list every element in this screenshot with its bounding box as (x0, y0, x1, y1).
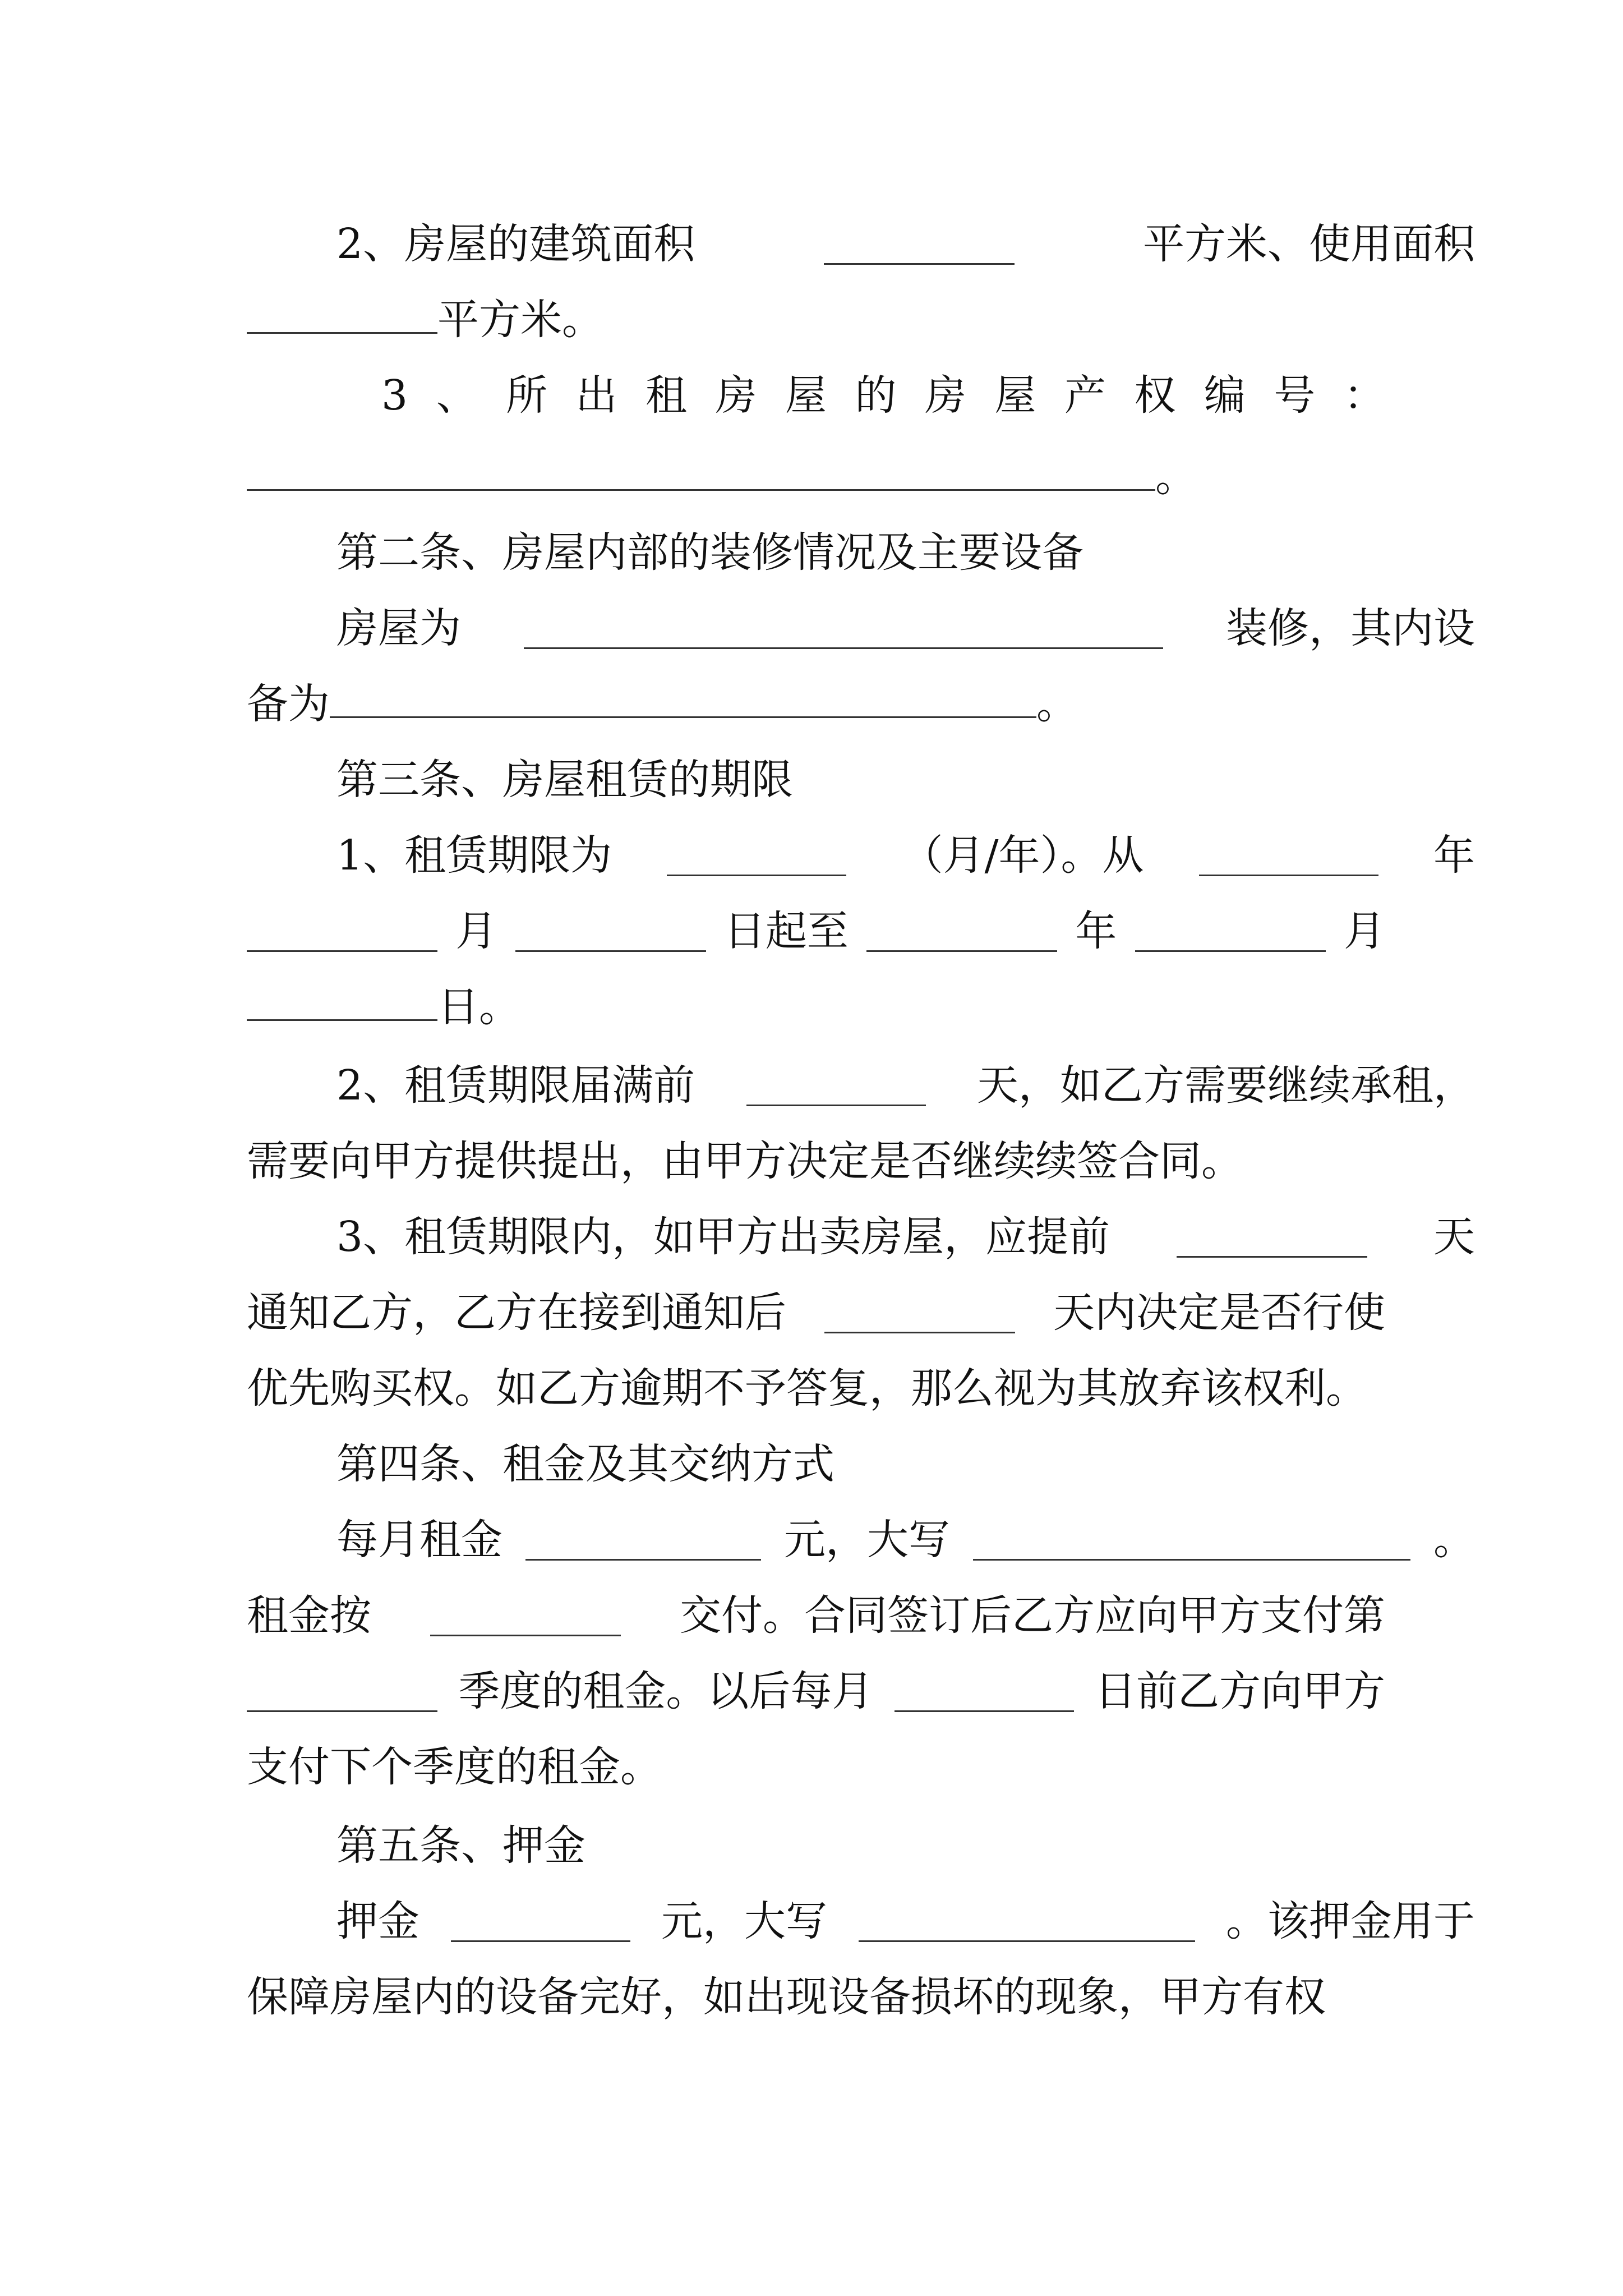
text-line-1 (247, 216, 1475, 272)
fill-blank-building-area (824, 224, 1015, 265)
text-char: 房 (715, 371, 757, 420)
fill-blank-property-number (247, 450, 1155, 491)
fill-blank-rent-in-words (973, 1520, 1410, 1561)
text-line-24: 保障房屋内的设备完好，如出现设备损坏的现象，甲方有权 (247, 1973, 1326, 2021)
text-char: 租 (645, 371, 688, 420)
fill-blank-equipment (330, 677, 1036, 718)
text-segment: 3、租赁期限内，如甲方出卖房屋，应提前 (336, 1213, 1110, 1261)
text-segment: 每月租金 (336, 1516, 502, 1564)
fill-blank-deposit-in-words (859, 1901, 1195, 1942)
text-segment: 装修，其内设 (1226, 604, 1475, 652)
text-line-4 (247, 449, 1385, 505)
text-segment: 月 (455, 907, 497, 955)
section-heading-3: 第三条、房屋租赁的期限 (336, 756, 793, 804)
text-char: 产 (1064, 371, 1106, 420)
fill-blank-decision-days (824, 1292, 1015, 1333)
section-heading-4: 第四条、租金及其交纳方式 (336, 1440, 834, 1488)
text-line-18 (247, 1512, 1475, 1568)
fill-blank-notice-days (1177, 1217, 1367, 1258)
text-line-21: 支付下个季度的租金。 (247, 1743, 662, 1791)
fill-blank-payment-day (895, 1671, 1074, 1712)
text-line-9 (247, 827, 1475, 884)
text-segment: 押金 (336, 1897, 419, 1945)
text-line-11 (247, 979, 1385, 1035)
fill-blank-end-day (247, 980, 437, 1021)
fill-blank-term (667, 835, 846, 876)
fill-blank-monthly-rent (525, 1520, 761, 1561)
text-segment: 日。 (437, 983, 520, 1031)
fill-blank-end-year (866, 911, 1057, 952)
text-line-7 (247, 676, 1385, 732)
text-segment: 天，如乙方需要继续承租， (977, 1061, 1475, 1110)
text-segment: 。 (1036, 680, 1078, 728)
text-line-14 (247, 1209, 1475, 1265)
text-line-15 (247, 1285, 1385, 1341)
text-segment: 元，大写 (661, 1897, 827, 1945)
text-char: 屋 (994, 371, 1036, 420)
text-char: 所 (506, 371, 548, 420)
text-line-13: 需要向甲方提供提出，由甲方决定是否继续续签合同。 (247, 1137, 1243, 1185)
text-segment: 年 (1433, 831, 1475, 880)
text-segment: 租金按 (247, 1591, 371, 1640)
text-segment: 。 (1155, 453, 1197, 501)
fill-blank-renewal-days (746, 1065, 926, 1106)
fill-blank-end-month (1135, 911, 1326, 952)
text-segment: 日起至 (723, 907, 849, 955)
text-segment: 季度的租金。以后每月 (458, 1667, 874, 1715)
text-char: 3 (381, 371, 408, 420)
text-char: 的 (855, 371, 897, 420)
text-segment: 。该押金用于 (1226, 1897, 1475, 1945)
fill-blank-usable-area (247, 293, 437, 334)
text-line-3 (247, 367, 1385, 424)
text-line-23 (247, 1893, 1475, 1949)
text-line-6 (247, 600, 1475, 656)
text-char: 编 (1204, 371, 1246, 420)
text-segment: 2、租赁期限届满前 (336, 1061, 695, 1110)
text-line-19 (247, 1588, 1385, 1644)
text-segment: 日前乙方向甲方 (1094, 1667, 1385, 1715)
text-segment: 交付。合同签订后乙方应向甲方支付第 (680, 1591, 1385, 1640)
text-char: ： (1343, 371, 1385, 420)
text-segment: 房屋为 (336, 604, 461, 652)
text-line-16: 优先购买权。如乙方逾期不予答复，那么视为其放弃该权利。 (247, 1364, 1367, 1412)
text-segment: 。 (1433, 1516, 1475, 1564)
text-segment: 元，大写 (784, 1516, 950, 1564)
text-segment: 2、房屋的建筑面积 (336, 220, 695, 268)
text-segment: 通知乙方，乙方在接到通知后 (247, 1289, 786, 1337)
text-line-2 (247, 292, 1385, 348)
text-line-10 (247, 903, 1385, 959)
text-char: 出 (575, 371, 617, 420)
text-segment: 1、租赁期限为 (336, 831, 612, 880)
text-segment: 备为 (247, 680, 330, 728)
text-line-20 (247, 1663, 1385, 1719)
fill-blank-decoration (524, 608, 1163, 649)
text-char: 权 (1134, 371, 1176, 420)
section-heading-2: 第二条、房屋内部的装修情况及主要设备 (336, 528, 1083, 577)
fill-blank-payment-method (430, 1595, 621, 1636)
fill-blank-quarter (247, 1671, 437, 1712)
fill-blank-start-year (1199, 835, 1378, 876)
text-segment: 天 (1433, 1213, 1475, 1261)
text-char: 屋 (785, 371, 827, 420)
fill-blank-start-month (247, 911, 437, 952)
text-char: 房 (924, 371, 966, 420)
fill-blank-deposit (451, 1901, 630, 1942)
fill-blank-start-day (515, 911, 706, 952)
text-segment: 平方米、使用面积 (1143, 220, 1475, 268)
text-char: 、 (436, 371, 478, 420)
text-line-12 (247, 1057, 1475, 1114)
text-segment: 平方米。 (437, 296, 603, 344)
text-segment: 月 (1343, 907, 1385, 955)
section-heading-5: 第五条、押金 (336, 1821, 585, 1870)
text-segment: （月/年）。从 (901, 831, 1144, 880)
text-segment: 天内决定是否行使 (1053, 1289, 1385, 1337)
text-segment: 年 (1075, 907, 1117, 955)
text-char: 号 (1274, 371, 1316, 420)
